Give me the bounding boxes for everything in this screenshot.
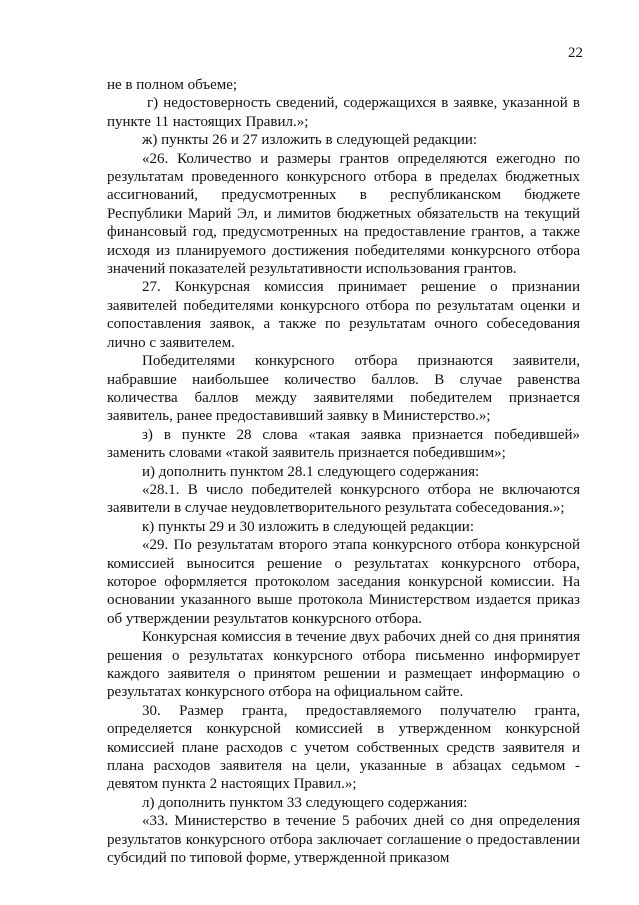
paragraph: «26. Количество и размеры грантов определяются ежегодно по результатам проведенного конкурсного отбора в пределах бюджетных ассигнований, предусмотренных в республиканском бюджете Республики Марий Эл, и лимитов бюджетных обязательств на текущий финансовый год, предусмотренных на предоставление грантов, а также исходя из планируемого достижения победителями конкурсного отбора значений показателей результативности использования грантов. [107,150,580,278]
paragraph: к) пункты 29 и 30 изложить в следующей редакции: [142,518,474,535]
paragraph: л) дополнить пунктом 33 следующего содержания: [142,794,468,811]
paragraph: «29. По результатам второго этапа конкурсного отбора конкурсной комиссией выносится решение о результатах конкурсного отбора, которое оформляется протоколом заседания конкурсной комиссии. На основании указанного выше протокола Министерством издается приказ об утверждении результатов конкурсного отбора. [107,537,580,627]
paragraph: 30. Размер гранта, предоставляемого получателю гранта, определяется конкурсной комиссией в утвержденном конкурсной комиссией плане расходов с учетом собственных средств заявителя и плана расходов заявителя на цели, указанные в абзацах седьмом - девятом пункта 2 настоящих Правил.»; [107,702,580,793]
paragraph: Победителями конкурсного отбора признаются заявители, набравшие наибольшее количество баллов. В случае равенства количества баллов между заявителями победителем признается заявитель, ранее предоставивший заявку в Министерство.»; [107,353,580,425]
document-body [107,76,580,867]
paragraph: и) дополнить пунктом 28.1 следующего содержания: [142,463,480,480]
paragraph: з) в пункте 28 слова «такая заявка признается победившей» заменить словами «такой заявитель признается победившим»; [107,426,580,462]
paragraph: г) недостоверность сведений, содержащихся в заявке, указанной в пункте 11 настоящих Правил.»; [107,95,580,130]
paragraph: не в полном объеме; [107,77,238,93]
paragraph: «33. Министерство в течение 5 рабочих дней со дня определения результатов конкурсного отбора заключает соглашение о предоставлении субсидий по типовой форме, утвержденной приказом [107,813,580,867]
paragraph: ж) пункты 26 и 27 изложить в следующей редакции: [142,132,478,149]
paragraph: Конкурсная комиссия в течение двух рабочих дней со дня принятия решения о результатах конкурсного отбора письменно информирует каждого заявителя о принятом решении и размещает информацию о результатах конкурсного отбора на официальном сайте. [107,629,580,701]
page-number: 22 [568,45,583,61]
paragraph: 27. Конкурсная комиссия принимает решение о признании заявителей победителями конкурсного отбора по результатам оценки и сопоставления заявок, а также по результатам очного собеседования лично с заявителем. [107,279,580,351]
paragraph: «28.1. В число победителей конкурсного отбора не включаются заявители в случае неудовлетворительного результата собеседования.»; [107,481,580,517]
